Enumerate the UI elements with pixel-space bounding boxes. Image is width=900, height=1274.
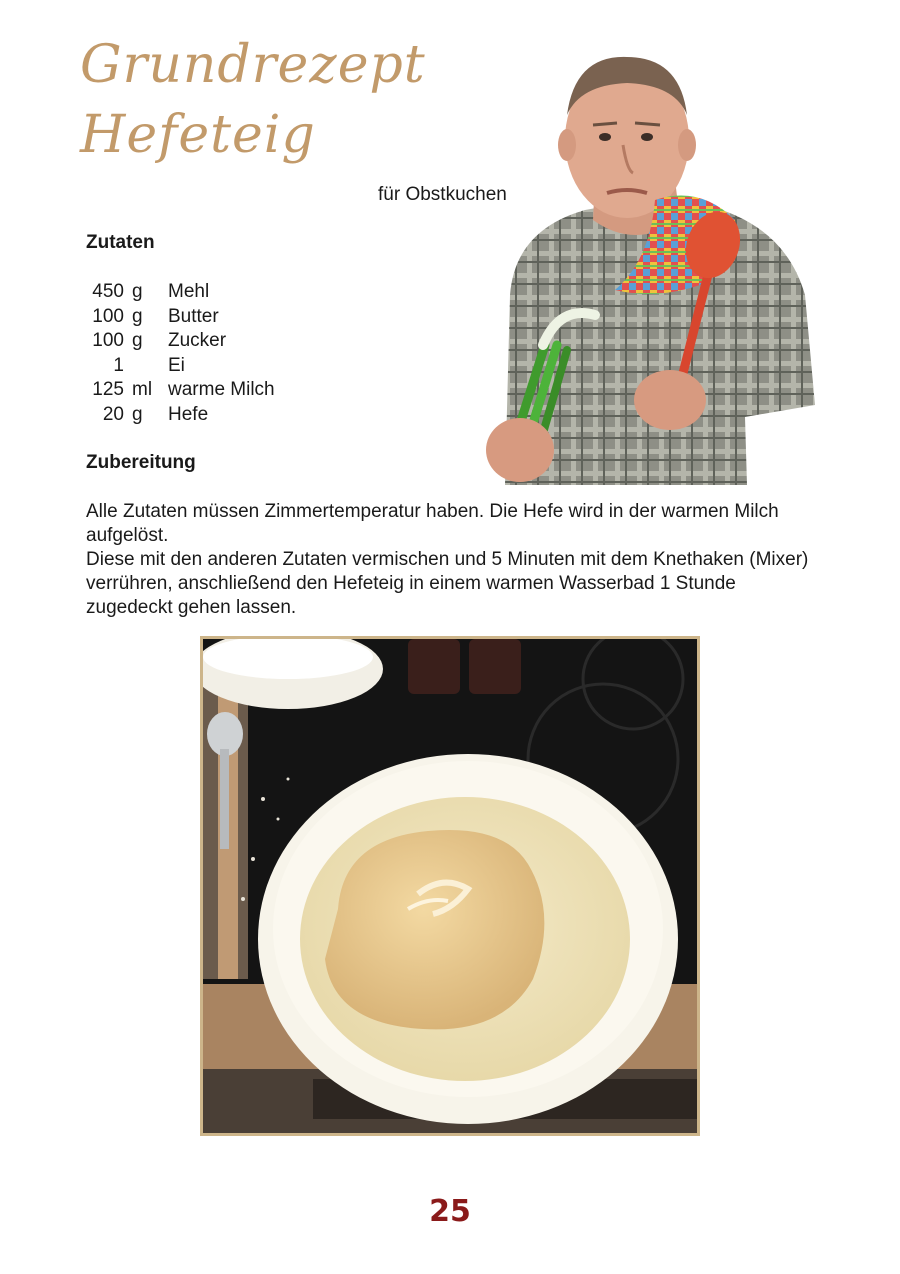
recipe-subtitle: für Obstkuchen — [378, 184, 507, 205]
ingredient-amount: 100 — [92, 330, 124, 351]
ingredient-amount: 1 — [113, 354, 124, 376]
instructions-text — [86, 500, 826, 620]
ingredient-unit: g — [132, 305, 143, 327]
ingredient-name: Mehl — [168, 281, 210, 302]
ingredient-amount: 100 — [92, 305, 124, 327]
ingredient-unit: ml — [132, 379, 153, 400]
ingredient-unit: g — [132, 330, 143, 351]
ingredients-list — [86, 280, 346, 427]
instructions-paragraph-1: Alle Zutaten müssen Zimmertemperatur haben. Die Hefe wird in der warmen Milch aufgelöst. — [86, 501, 779, 546]
recipe-title-line1: Grundrezept — [80, 35, 426, 95]
instructions-heading: Zubereitung — [86, 452, 196, 473]
ingredient-amount: 450 — [92, 281, 124, 302]
ingredient-row — [86, 305, 346, 330]
ingredient-unit: g — [132, 281, 143, 302]
ingredient-name: Ei — [168, 354, 185, 376]
ingredients-heading: Zutaten — [86, 232, 155, 253]
ingredient-row — [86, 354, 346, 379]
ingredient-name: warme Milch — [168, 379, 275, 400]
ingredient-name: Butter — [168, 305, 219, 327]
dough-photo — [200, 636, 700, 1136]
instructions-paragraph-2: Diese mit den anderen Zutaten vermischen und 5 Minuten mit dem Knethaken (Mixer) verrühren, anschließend den Hefeteig in einem warmen Wasserbad 1 Stunde zugedeckt gehen lassen. — [86, 549, 809, 618]
recipe-title — [80, 30, 426, 170]
ingredient-amount: 125 — [92, 379, 124, 400]
ingredient-name: Hefe — [168, 403, 209, 425]
page-number: 25 — [429, 1194, 471, 1229]
cook-photo — [475, 45, 825, 485]
ingredient-unit: g — [132, 403, 143, 425]
ingredient-row — [86, 329, 346, 354]
ingredient-row — [86, 378, 346, 403]
ingredient-row — [86, 280, 346, 305]
ingredient-name: Zucker — [168, 330, 227, 351]
ingredient-row — [86, 403, 346, 428]
recipe-title-line2: Hefeteig — [80, 105, 316, 165]
ingredient-amount: 20 — [102, 403, 124, 425]
